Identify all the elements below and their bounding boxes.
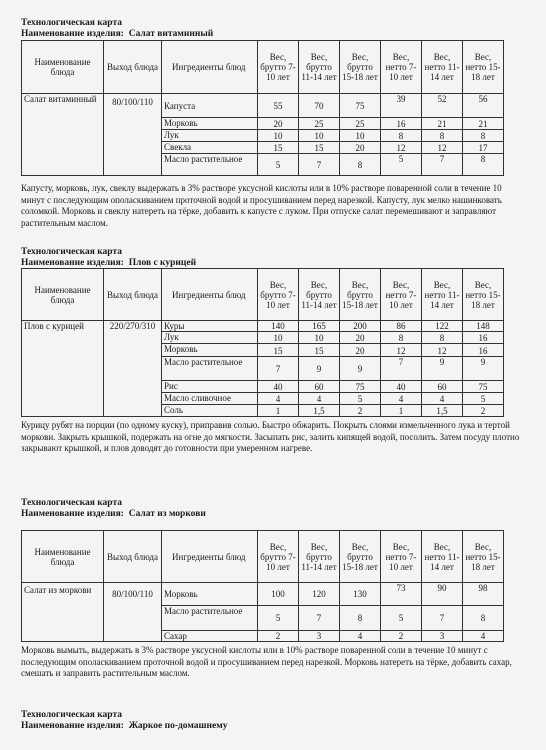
value: 8 — [340, 606, 381, 631]
value: 15 — [299, 344, 340, 357]
header-row — [22, 531, 504, 583]
value: 2 — [463, 405, 504, 417]
ingredient: Масло растительное — [162, 154, 258, 176]
value: 75 — [340, 94, 381, 118]
card-2-title: Технологическая карта — [21, 247, 122, 257]
value: 140 — [258, 321, 299, 332]
value: 16 — [463, 344, 504, 357]
value: 21 — [422, 118, 463, 130]
value: 60 — [422, 381, 463, 393]
value: 10 — [299, 130, 340, 142]
value: 8 — [463, 606, 504, 631]
value: 9 — [299, 357, 340, 381]
value: 3 — [422, 631, 463, 642]
value: 1 — [258, 405, 299, 417]
dish-yield: 220/270/310 — [104, 321, 162, 417]
header-row — [22, 269, 504, 321]
card-2-instructions: Курицу рубят на порции (по одному куску), приправив солью. Быстро обжарить. Покрыть слоями измельченного лука и тертой моркови. Закрыть крышкой, подержать на огне до мягкости. Засыпать рис, залить кипящей водой, посолить. Затем посуду плотно закрывают крышкой, и плов доводят до готовности при умеренном нагреве. — [21, 420, 520, 453]
card-3-title: Технологическая карта — [21, 498, 122, 508]
header-col: Вес, нетто 11-14 лет — [422, 41, 463, 94]
value: 56 — [463, 94, 504, 118]
value: 100 — [258, 583, 299, 606]
value: 122 — [422, 321, 463, 332]
value: 15 — [258, 142, 299, 154]
card-1-instructions: Капусту, морковь, лук, свеклу выдержать в 3% растворе уксусной кислоты или в 10% растворе поваренной соли в течение 10 минут с последующим ополаскиванием проточной водой и просушиванием перед нарезкой. Капусту, лук мелко нашинковать соломкой. Морковь и свеклу натереть на тёрке, добавить к капусте с луком. При отпуске салат перемешивают и заправляют растительным маслом. — [21, 183, 502, 228]
value: 25 — [299, 118, 340, 130]
value: 2 — [258, 631, 299, 642]
card-3-product — [21, 509, 206, 520]
ingredient: Соль — [162, 405, 258, 417]
value: 73 — [381, 583, 422, 606]
value: 60 — [299, 381, 340, 393]
value: 7 — [422, 154, 463, 176]
value: 200 — [340, 321, 381, 332]
value: 12 — [422, 344, 463, 357]
value: 7 — [299, 154, 340, 176]
ingredient: Свекла — [162, 142, 258, 154]
header-dish: Наименование блюда — [22, 41, 104, 94]
header-col: Вес, нетто 11-14 лет — [422, 531, 463, 583]
product-prefix: Наименование изделия: — [21, 509, 124, 519]
ingredient: Куры — [162, 321, 258, 332]
value: 5 — [258, 606, 299, 631]
product-name: Плов с курицей — [128, 258, 197, 268]
value: 15 — [258, 344, 299, 357]
value: 10 — [258, 332, 299, 344]
value: 10 — [340, 130, 381, 142]
header-col: Вес, нетто 7-10 лет — [381, 41, 422, 94]
value: 8 — [381, 332, 422, 344]
table-row — [22, 583, 504, 606]
ingredient: Лук — [162, 332, 258, 344]
value: 7 — [258, 357, 299, 381]
ingredient: Масло растительное — [162, 357, 258, 381]
value: 4 — [340, 631, 381, 642]
product-prefix: Наименование изделия: — [21, 721, 124, 731]
value: 3 — [299, 631, 340, 642]
value: 12 — [422, 142, 463, 154]
value: 2 — [381, 631, 422, 642]
value: 2 — [340, 405, 381, 417]
header-col: Вес, нетто 11-14 лет — [422, 269, 463, 321]
header-yield: Выход блюда — [104, 41, 162, 94]
header-col: Вес, нетто 15-18 лет — [463, 269, 504, 321]
value: 25 — [340, 118, 381, 130]
header-col: Вес, брутто 15-18 лет — [340, 531, 381, 583]
header-col: Вес, брутто 7-10 лет — [258, 41, 299, 94]
value: 5 — [381, 606, 422, 631]
value: 7 — [299, 606, 340, 631]
value: 130 — [340, 583, 381, 606]
header-col: Вес, брутто 11-14 лет — [299, 269, 340, 321]
value: 75 — [340, 381, 381, 393]
value: 5 — [381, 154, 422, 176]
value: 10 — [299, 332, 340, 344]
value: 8 — [463, 130, 504, 142]
value: 12 — [381, 344, 422, 357]
value: 20 — [340, 344, 381, 357]
value: 15 — [299, 142, 340, 154]
value: 40 — [258, 381, 299, 393]
value: 1,5 — [422, 405, 463, 417]
ingredient: Морковь — [162, 344, 258, 357]
header-row — [22, 41, 504, 94]
header-col: Вес, брутто 15-18 лет — [340, 41, 381, 94]
dish-name: Салат витаминный — [22, 94, 104, 176]
ingredient: Сахар — [162, 631, 258, 642]
header-ingredients: Ингредиенты блюд — [162, 269, 258, 321]
value: 148 — [463, 321, 504, 332]
header-dish: Наименование блюда — [22, 531, 104, 583]
value: 21 — [463, 118, 504, 130]
card-1-title: Технологическая карта — [21, 18, 122, 28]
value: 16 — [381, 118, 422, 130]
header-col: Вес, брутто 11-14 лет — [299, 531, 340, 583]
value: 8 — [340, 154, 381, 176]
value: 12 — [381, 142, 422, 154]
value: 20 — [340, 332, 381, 344]
value: 16 — [463, 332, 504, 344]
value: 17 — [463, 142, 504, 154]
value: 8 — [381, 130, 422, 142]
header-col: Вес, нетто 7-10 лет — [381, 269, 422, 321]
value: 4 — [299, 393, 340, 405]
value: 7 — [381, 357, 422, 381]
value: 8 — [463, 154, 504, 176]
header-col: Вес, брутто 15-18 лет — [340, 269, 381, 321]
header-col: Вес, брутто 7-10 лет — [258, 531, 299, 583]
value: 4 — [463, 631, 504, 642]
ingredient: Масло растительное — [162, 606, 258, 631]
value: 120 — [299, 583, 340, 606]
value: 4 — [381, 393, 422, 405]
product-name: Салат из моркови — [128, 509, 206, 519]
header-col: Вес, брутто 7-10 лет — [258, 269, 299, 321]
header-col: Вес, нетто 15-18 лет — [463, 41, 504, 94]
product-prefix: Наименование изделия: — [21, 29, 124, 39]
value: 10 — [258, 130, 299, 142]
value: 9 — [422, 357, 463, 381]
ingredient: Лук — [162, 130, 258, 142]
value: 39 — [381, 94, 422, 118]
value: 75 — [463, 381, 504, 393]
ingredient: Масло сливочное — [162, 393, 258, 405]
value: 20 — [258, 118, 299, 130]
table-row — [22, 94, 504, 118]
ingredient: Рис — [162, 381, 258, 393]
value: 70 — [299, 94, 340, 118]
header-ingredients: Ингредиенты блюд — [162, 531, 258, 583]
ingredient: Морковь — [162, 118, 258, 130]
value: 1 — [381, 405, 422, 417]
dish-yield: 80/100/110 — [104, 94, 162, 176]
header-col: Вес, нетто 7-10 лет — [381, 531, 422, 583]
dish-yield: 80/100/110 — [104, 583, 162, 642]
header-col: Вес, нетто 15-18 лет — [463, 531, 504, 583]
value: 1,5 — [299, 405, 340, 417]
card-1-table — [21, 40, 504, 176]
value: 8 — [422, 130, 463, 142]
value: 55 — [258, 94, 299, 118]
value: 165 — [299, 321, 340, 332]
dish-name: Плов с курицей — [22, 321, 104, 417]
value: 9 — [463, 357, 504, 381]
value: 8 — [422, 332, 463, 344]
value: 9 — [340, 357, 381, 381]
card-2-table — [21, 268, 504, 417]
card-4-title: Технологическая карта — [21, 710, 122, 720]
value: 5 — [463, 393, 504, 405]
value: 20 — [340, 142, 381, 154]
header-dish: Наименование блюда — [22, 269, 104, 321]
value: 4 — [422, 393, 463, 405]
value: 40 — [381, 381, 422, 393]
product-name: Салат витаминный — [128, 29, 214, 39]
value: 52 — [422, 94, 463, 118]
value: 5 — [258, 154, 299, 176]
dish-name: Салат из моркови — [22, 583, 104, 642]
header-col: Вес, брутто 11-14 лет — [299, 41, 340, 94]
product-name: Жаркое по-домашнему — [128, 721, 228, 731]
ingredient: Капуста — [162, 94, 258, 118]
product-prefix: Наименование изделия: — [21, 258, 124, 268]
value: 5 — [340, 393, 381, 405]
value: 86 — [381, 321, 422, 332]
value: 7 — [422, 606, 463, 631]
card-3-instructions: Морковь вымыть, выдержать в 3% растворе уксусной кислоты или в 10% растворе поваренной соли в течение 10 минут с последующим ополаскиванием проточной водой и просушиванием перед нарезкой. Морковь натереть на тёрке, добавить сахар, смешать и заправить растительным маслом. — [21, 645, 512, 678]
ingredient: Морковь — [162, 583, 258, 606]
card-3-table — [21, 530, 504, 642]
card-4-product — [21, 721, 227, 732]
header-ingredients: Ингредиенты блюд — [162, 41, 258, 94]
header-yield: Выход блюда — [104, 531, 162, 583]
table-row — [22, 321, 504, 332]
value: 4 — [258, 393, 299, 405]
card-1-product — [21, 29, 213, 40]
header-yield: Выход блюда — [104, 269, 162, 321]
value: 90 — [422, 583, 463, 606]
value: 98 — [463, 583, 504, 606]
